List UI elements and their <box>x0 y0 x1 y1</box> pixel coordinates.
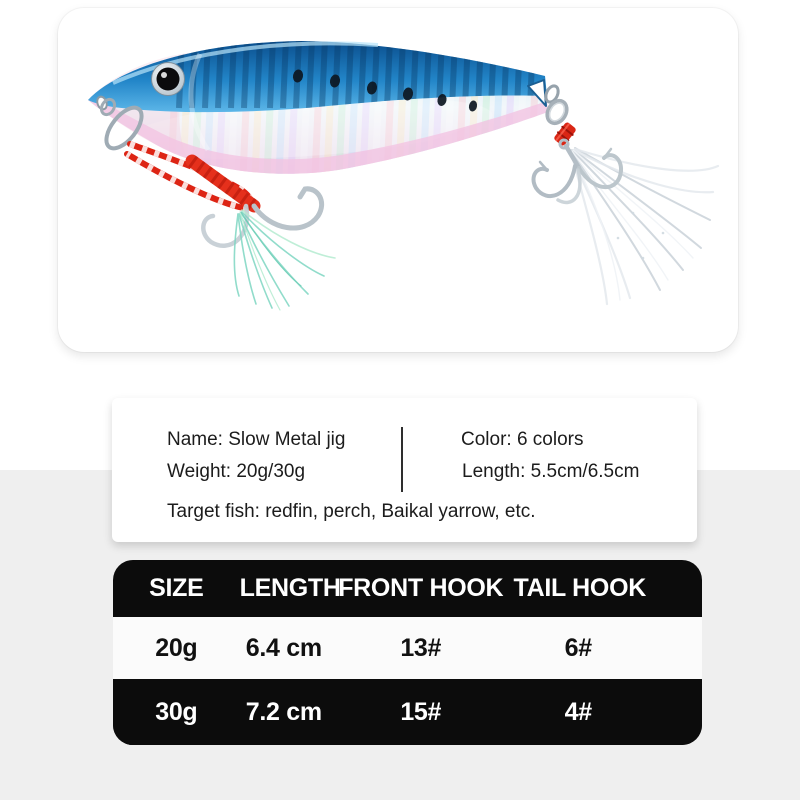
cell-tail-hook: 4# <box>564 697 592 726</box>
header-cell-tail-hook: TAIL HOOK <box>513 574 646 602</box>
white-feathers <box>570 148 718 304</box>
spec-divider <box>401 427 403 492</box>
spec-target-fish: Target fish: redfin, perch, Baikal yarrow, etc. <box>167 501 536 522</box>
spec-length: Length: 5.5cm/6.5cm <box>462 461 640 482</box>
cell-front-hook: 13# <box>400 633 442 662</box>
cell-length: 6.4 cm <box>245 633 322 662</box>
spec-color: Color: 6 colors <box>461 429 584 450</box>
table-row <box>113 679 702 745</box>
product-photo-card <box>58 8 738 352</box>
lure-photo-illustration <box>58 8 738 352</box>
cell-front-hook: 15# <box>400 697 442 726</box>
cell-tail-hook: 6# <box>564 633 592 662</box>
table-row <box>113 617 702 679</box>
spec-name: Name: Slow Metal jig <box>167 429 346 450</box>
specs-card <box>112 398 697 542</box>
cell-size: 30g <box>155 697 198 726</box>
header-cell-front-hook: FRONT HOOK <box>338 574 504 602</box>
fish-eye <box>152 63 185 96</box>
header-cell-length: LENGTH <box>239 574 341 602</box>
cell-size: 20g <box>155 633 198 662</box>
cell-length: 7.2 cm <box>245 697 322 726</box>
header-cell-size: SIZE <box>149 574 204 602</box>
size-table <box>113 560 702 745</box>
spec-weight: Weight: 20g/30g <box>167 461 306 482</box>
table-header-row <box>113 560 702 617</box>
rear-treble-hook <box>534 84 719 304</box>
red-tube <box>553 121 577 146</box>
